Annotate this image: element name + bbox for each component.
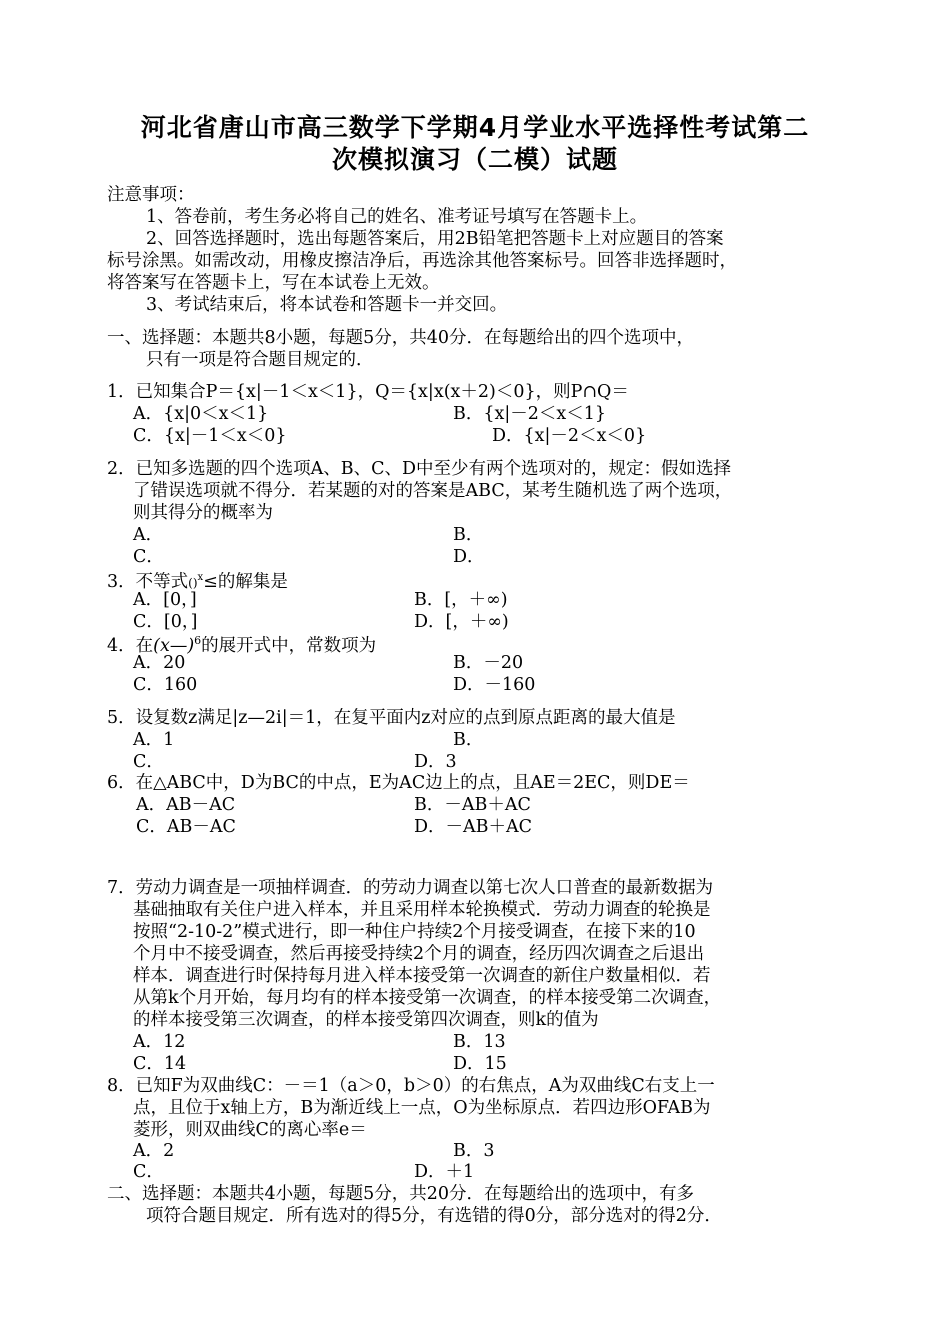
q4-option-a: A．20 (133, 653, 186, 673)
q2-option-d: D． (453, 547, 485, 567)
section2-header-line-1: 二、选择题：本题共4小题，每题5分，共20分．在每题给出的选项中，有多 (107, 1184, 695, 1204)
q1-option-c: C．{x|－1＜x＜0} (133, 426, 287, 446)
section1-header-line-1: 一、选择题：本题共8小题，每题5分，共40分．在每题给出的四个选项中， (107, 328, 695, 348)
q1-option-a: A．{x|0＜x＜1} (133, 404, 269, 424)
q2-stem-line-1: 2．已知多选题的四个选项A、B、C、D中至少有两个选项对的，规定：假如选择 (107, 459, 732, 479)
q3-option-c: C．[0，] (133, 612, 198, 632)
q7-stem-line-6: 从第k个月开始，每月均有的样本接受第一次调查，的样本接受第二次调查， (133, 988, 722, 1008)
q7-stem-line-2: 基础抽取有关住户进入样本，并且采用样本轮换模式．劳动力调查的轮换是 (133, 900, 711, 920)
q4-stem-exponent: 6 (194, 634, 202, 647)
q5-option-d: D．3 (414, 752, 457, 772)
notice-item-1: 1、答卷前，考生务必将自己的姓名、准考证号填写在答题卡上。 (146, 207, 648, 227)
notice-item-2-line-1: 2、回答选择题时，选出每题答案后，用2B铅笔把答题卡上对应题目的答案 (146, 229, 724, 249)
q3-stem-exponent: x (197, 572, 204, 583)
q7-stem-line-1: 7．劳动力调查是一项抽样调查．的劳动力调查以第七次人口普查的最新数据为 (107, 878, 714, 898)
q4-option-d: D．－160 (453, 675, 536, 695)
q7-stem-line-4: 个月中不接受调查，然后再接受持续2个月的调查，经历四次调查之后退出 (133, 944, 705, 964)
q5-stem: 5．设复数z满足|z—2i|＝1，在复平面内z对应的点到原点距离的最大值是 (107, 708, 676, 728)
q4-stem-binomial: (x—) (153, 635, 195, 656)
notice-item-3: 3、考试结束后，将本试卷和答题卡一并交回。 (146, 295, 508, 315)
notice-item-2-line-3: 将答案写在答题卡上，写在本试卷上无效。 (107, 273, 440, 293)
q6-option-d: D．－AB＋AC (414, 817, 533, 837)
q4-stem-tail: 的展开式中，常数项为 (201, 635, 377, 656)
q7-option-b: B．13 (453, 1032, 506, 1052)
q2-stem-line-3: 则其得分的概率为 (133, 503, 273, 523)
q5-option-c: C． (133, 752, 164, 772)
q3-option-b: B．[，＋∞) (414, 590, 508, 610)
q3-option-d: D．[，＋∞) (414, 612, 509, 632)
q3-stem-lead: 3．不等式 (107, 571, 189, 592)
q3-stem-tail: ≤的解集是 (203, 571, 288, 592)
q6-option-b: B．－AB＋AC (414, 795, 531, 815)
q6-stem: 6．在△ABC中，D为BC的中点，E为AC边上的点，且AE＝2EC，则DE＝ (107, 773, 690, 793)
q4-stem-lead: 4．在 (107, 635, 154, 656)
q8-option-b: B．3 (453, 1141, 495, 1161)
section2-header-line-2: 项符合题目规定．所有选对的得5分，有选错的得0分，部分选对的得2分． (146, 1206, 722, 1226)
q8-stem-line-2: 点，且位于x轴上方，B为渐近线上一点，O为坐标原点．若四边形OFAB为 (133, 1098, 711, 1118)
q7-stem-line-5: 样本．调查进行时保持每月进入样本接受第一次调查的新住户数量相似．若 (133, 966, 711, 986)
q3-option-a: A．[0，] (133, 590, 197, 610)
q4-option-c: C．160 (133, 675, 198, 695)
q8-stem-line-3: 菱形，则双曲线C的离心率e＝ (133, 1120, 367, 1140)
q2-option-b: B． (453, 525, 484, 545)
q1-option-d: D．{x|－2＜x＜0} (492, 426, 647, 446)
q7-stem-line-3: 按照“2-10-2”模式进行，即一种住户持续2个月接受调查，在接下来的10 (133, 922, 696, 942)
q8-option-d: D．＋1 (414, 1162, 475, 1182)
q8-option-a: A．2 (133, 1141, 175, 1161)
q6-option-c: C．AB－AC (136, 817, 236, 837)
q5-option-a: A．1 (133, 730, 175, 750)
q4-option-b: B．－20 (453, 653, 524, 673)
q8-option-c: C． (133, 1162, 164, 1182)
notice-item-2-line-2: 标号涂黑。如需改动，用橡皮擦洁净后，再选涂其他答案标号。回答非选择题时， (107, 251, 737, 271)
q2-option-a: A． (133, 525, 164, 545)
q6-option-a: A．AB－AC (136, 795, 236, 815)
q7-option-c: C．14 (133, 1054, 187, 1074)
title-line-2: 次模拟演习（二模）试题 (331, 145, 618, 174)
q7-option-d: D．15 (453, 1054, 507, 1074)
q7-option-a: A．12 (133, 1032, 186, 1052)
q7-stem-line-7: 的样本接受第三次调查，的样本接受第四次调查，则k的值为 (133, 1010, 599, 1030)
q1-option-b: B．{x|－2＜x＜1} (453, 404, 607, 424)
q1-stem: 1．已知集合P＝{x|－1＜x＜1}，Q＝{x|x(x＋2)＜0}，则P∩Q＝ (107, 382, 629, 402)
q2-option-c: C． (133, 547, 164, 567)
q5-option-b: B． (453, 730, 484, 750)
q3-stem-base: () (188, 575, 198, 590)
q2-stem-line-2: 了错误选项就不得分．若某题的对的答案是ABC，某考生随机选了两个选项， (133, 481, 733, 501)
section1-header-line-2: 只有一项是符合题目规定的． (146, 350, 374, 370)
title-line-1: 河北省唐山市高三数学下学期4月学业水平选择性考试第二 (140, 113, 810, 142)
q8-stem-line-1: 8．已知F为双曲线C：－＝1（a＞0，b＞0）的右焦点，A为双曲线C右支上一 (107, 1076, 715, 1096)
notice-header: 注意事项： (107, 185, 195, 205)
